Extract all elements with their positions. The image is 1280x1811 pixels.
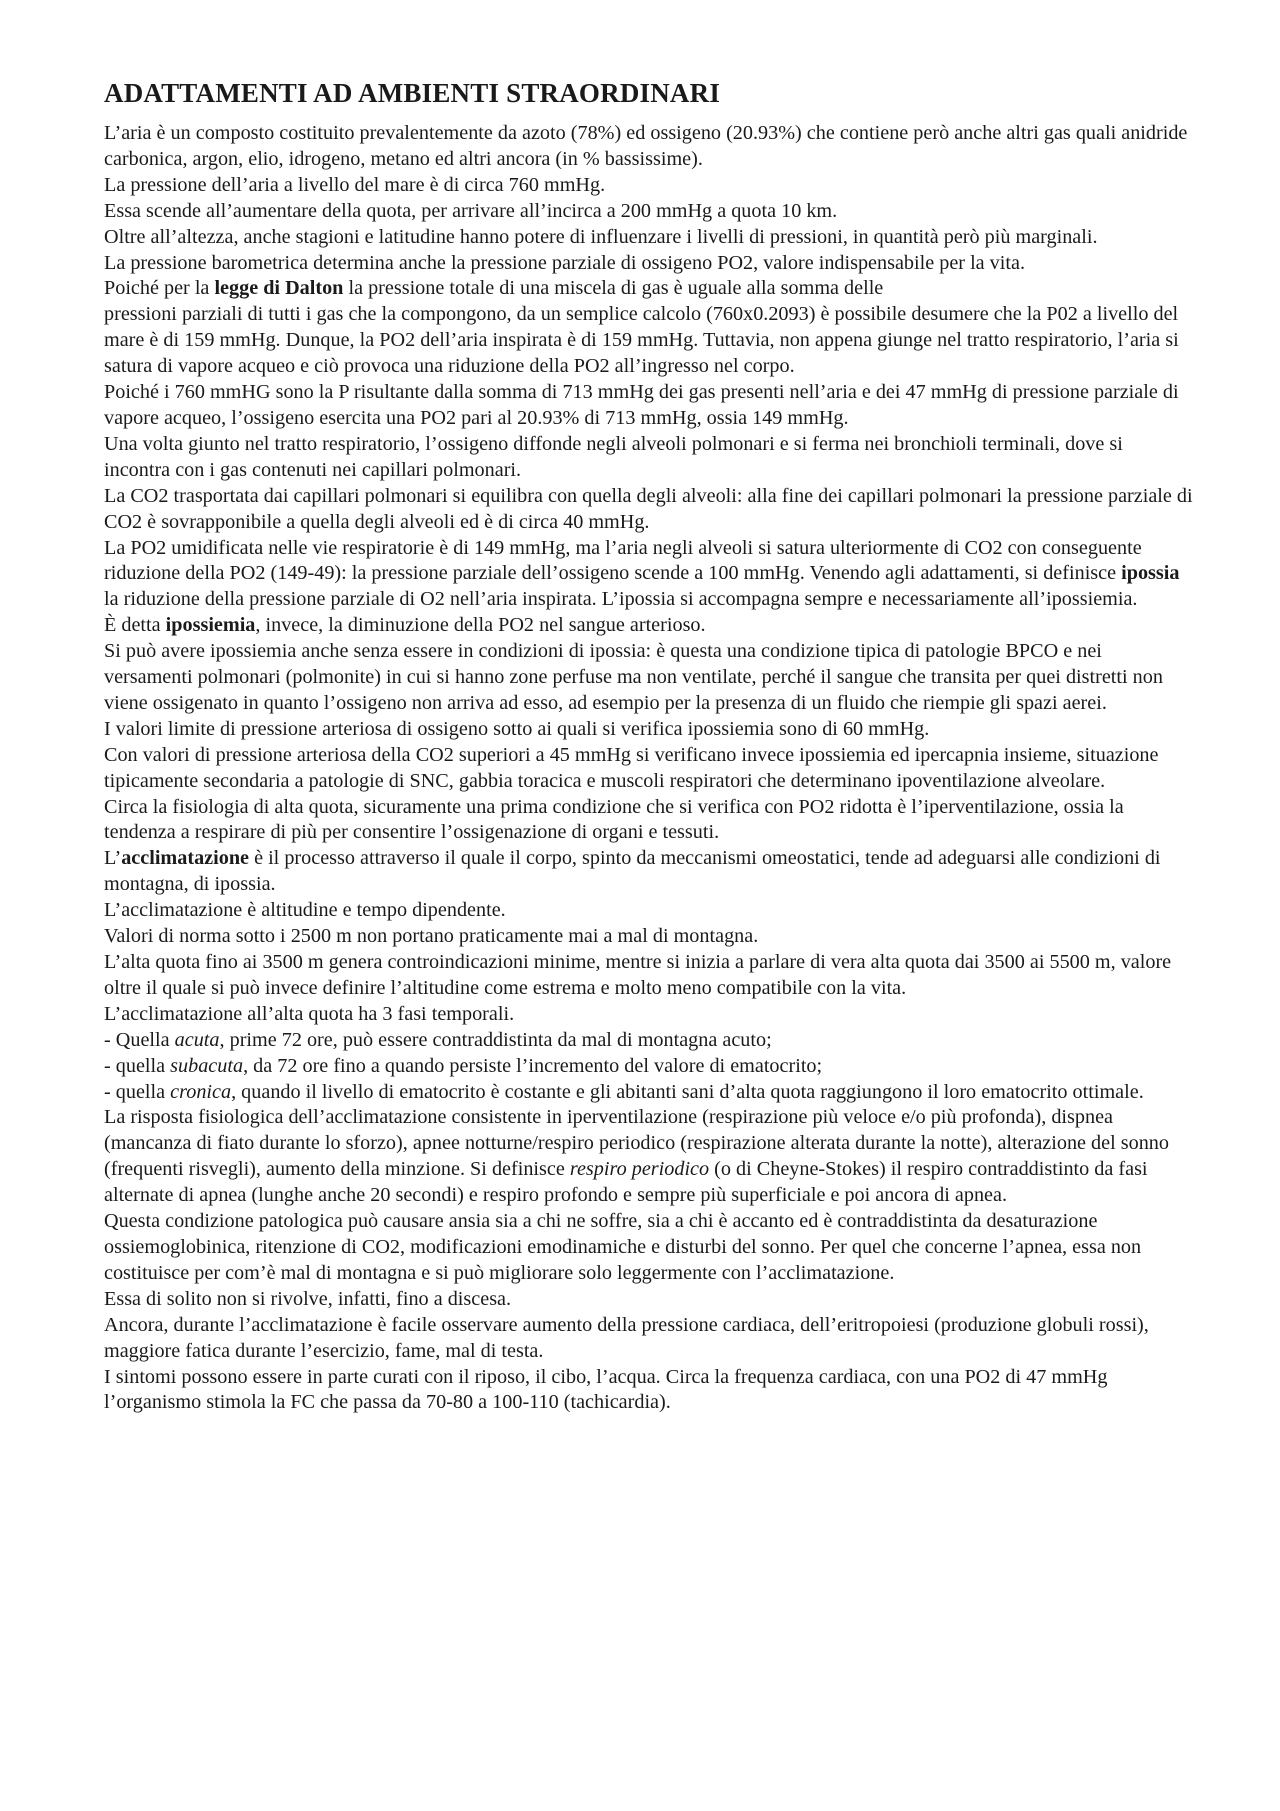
paragraph: Poiché i 760 mmHG sono la P risultante dalla somma di 713 mmHg dei gas presenti nell’aria e dei 47 mmHg di pressione parziale di vapore acqueo, l’ossigeno esercita una PO2 pari al 20.93% di 713 mmHg, ossia 149 mmHg. [104,381,1179,429]
paragraph: Ancora, durante l’acclimatazione è facile osservare aumento della pressione cardiaca, dell’eritropoiesi (produzione globuli rossi), maggiore fatica durante l’esercizio, fame, mal di testa. [104,1313,1149,1362]
bold-term: ipossiemia [165,614,256,637]
text: - Quella [104,1028,175,1051]
text: , da 72 ore fino a quando persiste l’incremento del valore di ematocrito; [243,1054,823,1077]
paragraph: Essa scende all’aumentare della quota, per arrivare all’incirca a 200 mmHg a quota 10 km. [104,199,838,222]
paragraph [104,613,1194,639]
text: È detta [104,614,166,637]
text: la riduzione della pressione parziale di O2 nell’aria inspirata. L’ipossia si accompagna sempre e necessariamente all’ipossiemia. [104,588,1138,611]
paragraph: La pressione dell’aria a livello del mare è di circa 760 mmHg. [104,173,606,196]
italic-term: subacuta [170,1054,244,1077]
paragraph [104,536,1194,614]
text: , quando il livello di ematocrito è costante e gli abitanti sani d’alta quota raggiungono il loro ematocrito ottimale. [231,1080,1144,1103]
paragraph: L’acclimatazione all’alta quota ha 3 fasi temporali. [104,1002,515,1025]
text: - quella [104,1080,171,1103]
italic-term: cronica [170,1080,232,1103]
phases-list [104,1028,1194,1106]
paragraph [104,846,1194,898]
paragraph: Oltre all’altezza, anche stagioni e latitudine hanno potere di influenzare i livelli di pressioni, in quantità però più marginali. [104,225,1098,248]
bold-term: acclimatazione [121,847,250,870]
paragraph: Circa la fisiologia di alta quota, sicuramente una prima condizione che si verifica con PO2 ridotta è l’iperventilazione, ossia la tendenza a respirare di più per consentire l’ossigenazione di organi e tessuti. [104,795,1124,844]
page-title: ADATTAMENTI AD AMBIENTI STRAORDINARI [104,78,721,108]
paragraph: La pressione barometrica determina anche la pressione parziale di ossigeno PO2, valore indispensabile per la vita. [104,251,1026,274]
text: Poiché per la [104,277,215,300]
text: è il processo attraverso il quale il corpo, spinto da meccanismi omeostatici, tende ad adeguarsi alle condizioni di montagna, di ipossia. [104,847,1161,896]
paragraph: I valori limite di pressione arteriosa di ossigeno sotto ai quali si verifica ipossiemia sono di 60 mmHg. [104,717,930,740]
text: (o di Cheyne-Stokes) il respiro contraddistinto da fasi alternate di apnea (lunghe anche 20 secondi) e respiro profondo e sempre più superficiale e poi ancora di apnea. [104,1158,1148,1207]
text: La risposta fisiologica dell’acclimatazione consistente in iperventilazione (respirazione più veloce e/o più profonda), dispnea (mancanza di fiato durante lo sforzo), apnee notturne/respiro periodico (respirazione alterata durante la notte), alterazione del sonno (frequenti risvegli), aumento della minzione. Si definisce [104,1106,1169,1181]
paragraph: Una volta giunto nel tratto respiratorio, l’ossigeno diffonde negli alveoli polmonari e si ferma nei bronchioli terminali, dove si incontra con i gas contenuti nei capillari polmonari. [104,432,1123,481]
list-item [104,1080,1194,1106]
text: La PO2 umidificata nelle vie respiratorie è di 149 mmHg, ma l’aria negli alveoli si satura ulteriormente di CO2 con conseguente riduzione della PO2 (149-49): la pressione parziale dell’ossigeno scende a 100 mmHg. Venendo agli adattamenti, si definisce [104,536,1142,585]
text: la pressione totale di una miscela di gas è uguale alla somma delle [343,277,884,300]
paragraph: Si può avere ipossiemia anche senza essere in condizioni di ipossia: è questa una condizione tipica di patologie BPCO e nei versamenti polmonari (polmonite) in cui si hanno zone perfuse ma non ventilate, perché il sangue che transita per quei distretti non viene ossigenato in quanto l’ossigeno non arriva ad esso, ad esempio per la presenza di un fluido che riempie gli spazi aerei. [104,640,1163,714]
paragraph: Valori di norma sotto i 2500 m non portano praticamente mai a mal di montagna. [104,925,759,948]
text: , prime 72 ore, può essere contraddistinta da mal di montagna acuto; [219,1028,772,1051]
paragraph: L’alta quota fino ai 3500 m genera controindicazioni minime, mentre si inizia a parlare di vera alta quota dai 3500 ai 5500 m, valore oltre il quale si può invece definire l’altitudine come estrema e molto meno compatibile con la vita. [104,951,1172,999]
text: - quella [104,1054,171,1077]
list-item [104,1054,1194,1080]
paragraph: Con valori di pressione arteriosa della CO2 superiori a 45 mmHg si verificano invece ipossiemia ed ipercapnia insieme, situazione tipicamente secondaria a patologie di SNC, gabbia toracica e muscoli respiratori che determinano ipoventilazione alveolare. [104,743,1159,792]
italic-term: acuta [174,1028,220,1051]
bold-term: legge di Dalton [214,277,344,300]
paragraph: Essa di solito non si rivolve, infatti, fino a discesa. [104,1287,512,1310]
italic-term: respiro periodico [569,1158,710,1181]
bold-term: ipossia [1121,562,1180,585]
paragraph: I sintomi possono essere in parte curati con il riposo, il cibo, l’acqua. Circa la frequenza cardiaca, con una PO2 di 47 mmHg l’organismo stimola la FC che passa da 70-80 a 100-110 (tachicardia). [104,1365,1108,1414]
paragraph: pressioni parziali di tutti i gas che la compongono, da un semplice calcolo (760x0.2093) è possibile desumere che la P02 a livello del mare è di 159 mmHg. Dunque, la PO2 dell’aria inspirata è di 159 mmHg. Tuttavia, non appena giunge nel tratto respiratorio, l’aria si satura di vapore acqueo e ciò provoca una riduzione della PO2 all’ingresso nel corpo. [104,303,1179,378]
text: L’ [104,847,122,870]
paragraph: Questa condizione patologica può causare ansia sia a chi ne soffre, sia a chi è accanto ed è contraddistinta da desaturazione ossiemoglobinica, ritenzione di CO2, modificazioni emodinamiche e disturbi del sonno. Per quel che concerne l’apnea, essa non costituisce per com’è mal di montagna e si può migliorare solo leggermente con l’acclimatazione. [104,1210,1142,1284]
list-item [104,1028,1194,1054]
document-page [104,70,1194,1416]
text: , invece, la diminuzione della PO2 nel sangue arterioso. [255,614,706,637]
paragraph [104,276,1194,302]
paragraph: L’acclimatazione è altitudine e tempo dipendente. [104,899,506,922]
paragraph: L’aria è un composto costituito prevalentemente da azoto (78%) ed ossigeno (20.93%) che contiene però anche altri gas quali anidride carbonica, argon, elio, idrogeno, metano ed altri ancora (in % bassissime). [104,122,1188,170]
paragraph: La CO2 trasportata dai capillari polmonari si equilibra con quella degli alveoli: alla fine dei capillari polmonari la pressione parziale di CO2 è sovrapponibile a quella degli alveoli ed è di circa 40 mmHg. [104,484,1193,533]
paragraph [104,1105,1194,1209]
